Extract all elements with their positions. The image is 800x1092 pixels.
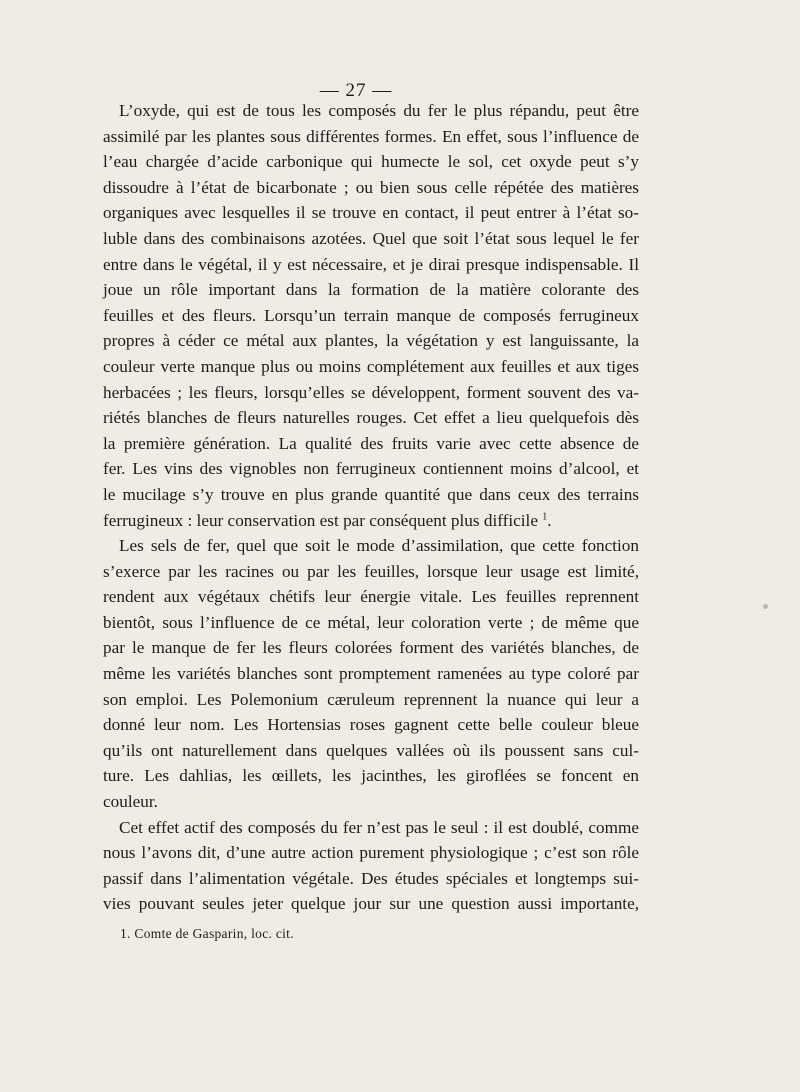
text-line: herbacées ; les fleurs, lorsqu’elles se développent, forment souvent des va- xyxy=(103,382,639,402)
text-line: qu’ils ont naturellement dans quelques vallées où ils poussent sans cul- xyxy=(103,740,639,760)
text-line-with-footnote xyxy=(103,508,639,534)
footnote-reference[interactable]: 1 xyxy=(542,510,548,522)
text-line: organiques avec lesquelles il se trouve en contact, il peut entrer à l’état so- xyxy=(103,203,639,223)
text-line: Cet effet actif des composés du fer n’est pas le seul : il est doublé, comme xyxy=(119,817,639,837)
text-line: luble dans des combinaisons azotées. Quel que soit l’état sous lequel le fer xyxy=(103,228,639,248)
text-line: assimilé par les plantes sous différentes formes. En effet, sous l’influence de xyxy=(103,126,639,146)
line-suffix: . xyxy=(547,510,552,530)
text-line: nous l’avons dit, d’une autre action purement physiologique ; c’est son rôle xyxy=(103,843,639,863)
text-line: vies pouvant seules jeter quelque jour sur une question aussi importante, xyxy=(103,894,639,914)
body-text xyxy=(103,98,639,917)
footnote-text: Comte de Gasparin, loc. cit. xyxy=(134,926,294,941)
paragraph-2 xyxy=(103,533,639,815)
text-line: rendent aux végétaux chétifs leur énergie vitale. Les feuilles reprennent xyxy=(103,587,639,607)
text-line: l’eau chargée d’acide carbonique qui humecte le sol, cet oxyde peut s’y xyxy=(103,152,639,172)
paragraph-3 xyxy=(103,815,639,917)
text-line-content: ferrugineux : leur conservation est par conséquent plus difficile xyxy=(103,510,538,530)
text-line: son emploi. Les Polemonium cæruleum reprennent la nuance qui leur a xyxy=(103,689,639,709)
text-line: propres à céder ce métal aux plantes, la végétation y est languissante, la xyxy=(103,331,639,351)
text-line: la première génération. La qualité des fruits varie avec cette absence de xyxy=(103,433,639,453)
footnote-marker: 1. xyxy=(120,926,131,941)
text-line: le mucilage s’y trouve en plus grande quantité que dans ceux des terrains xyxy=(103,484,639,504)
text-line: couleur. xyxy=(103,792,158,812)
text-line: riétés blanches de fleurs naturelles rouges. Cet effet a lieu quelquefois dès xyxy=(103,408,639,428)
text-line: Les sels de fer, quel que soit le mode d’assimilation, que cette fonction xyxy=(119,536,639,556)
text-line: entre dans le végétal, il y est nécessaire, et je dirai presque indispensable. Il xyxy=(103,254,639,274)
text-line: passif dans l’alimentation végétale. Des études spéciales et longtemps sui- xyxy=(103,868,639,888)
text-line: donné leur nom. Les Hortensias roses gagnent cette belle couleur bleue xyxy=(103,715,639,735)
paragraph-1 xyxy=(103,98,639,533)
text-line: ture. Les dahlias, les œillets, les jacinthes, les giroflées se foncent en xyxy=(103,766,639,786)
paper-speck xyxy=(763,604,768,609)
text-line: feuilles et des fleurs. Lorsqu’un terrain manque de composés ferrugineux xyxy=(103,305,639,325)
text-line: par le manque de fer les fleurs colorées forment des variétés blanches, de xyxy=(103,638,639,658)
text-line: joue un rôle important dans la formation de la matière colorante des xyxy=(103,280,639,300)
page-number: — 27 — xyxy=(319,80,393,101)
text-line: s’exerce par les racines ou par les feuilles, lorsque leur usage est limité, xyxy=(103,561,639,581)
text-line: fer. Les vins des vignobles non ferrugineux contiennent moins d’alcool, et xyxy=(103,459,639,479)
text-line: L’oxyde, qui est de tous les composés du fer le plus répandu, peut être xyxy=(119,101,639,120)
footnote xyxy=(120,926,294,942)
text-line: même les variétés blanches sont promptement ramenées au type coloré par xyxy=(103,664,639,684)
text-line: dissoudre à l’état de bicarbonate ; ou bien sous celle répétée des matières xyxy=(103,177,639,197)
text-line: couleur verte manque plus ou moins complétement aux feuilles et aux tiges xyxy=(103,356,639,376)
text-line: bientôt, sous l’influence de ce métal, leur coloration verte ; de même que xyxy=(103,612,639,632)
